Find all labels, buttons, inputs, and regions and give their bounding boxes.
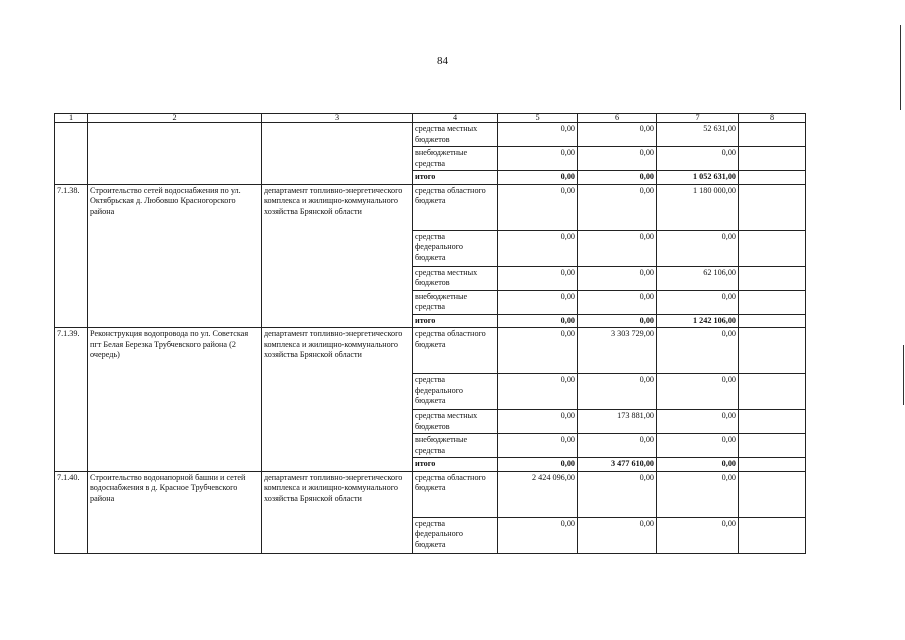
empty-col8 xyxy=(739,314,806,328)
col-header-6: 6 xyxy=(578,114,657,123)
amount-col7: 0,00 xyxy=(657,517,739,553)
col-header-7: 7 xyxy=(657,114,739,123)
amount-col5: 0,00 xyxy=(498,458,578,472)
scan-edge-mark xyxy=(900,25,901,110)
amount-col5: 0,00 xyxy=(498,147,578,171)
scan-edge-mark xyxy=(903,345,904,405)
empty-col8 xyxy=(739,171,806,185)
funding-source: средства федерального бюджета xyxy=(413,230,498,266)
amount-col5: 0,00 xyxy=(498,171,578,185)
empty-col8 xyxy=(739,410,806,434)
budget-table xyxy=(54,113,806,554)
amount-col6: 0,00 xyxy=(578,184,657,230)
amount-col7: 1 180 000,00 xyxy=(657,184,739,230)
empty-col8 xyxy=(739,328,806,374)
amount-col6: 0,00 xyxy=(578,471,657,517)
empty-col8 xyxy=(739,290,806,314)
item-number: 7.1.40. xyxy=(55,471,88,553)
col-header-3: 3 xyxy=(262,114,413,123)
funding-source: средства областного бюджета xyxy=(413,184,498,230)
amount-col6: 0,00 xyxy=(578,230,657,266)
amount-col5: 0,00 xyxy=(498,314,578,328)
amount-col6: 3 477 610,00 xyxy=(578,458,657,472)
empty-col8 xyxy=(739,230,806,266)
funding-source: внебюджетные средства xyxy=(413,147,498,171)
amount-col7: 0,00 xyxy=(657,374,739,410)
col-header-5: 5 xyxy=(498,114,578,123)
amount-col6: 0,00 xyxy=(578,374,657,410)
empty-col8 xyxy=(739,123,806,147)
table-row xyxy=(55,123,806,147)
funding-source: средства областного бюджета xyxy=(413,471,498,517)
funding-source: итого xyxy=(413,314,498,328)
amount-col5: 0,00 xyxy=(498,230,578,266)
table-row xyxy=(55,184,806,230)
item-name xyxy=(88,123,262,185)
amount-col7: 1 242 106,00 xyxy=(657,314,739,328)
funding-source: итого xyxy=(413,171,498,185)
item-executor: департамент топливно-энергетического комплекса и жилищно-коммунального хозяйства Брянской области xyxy=(262,184,413,328)
col-header-2: 2 xyxy=(88,114,262,123)
amount-col6: 173 881,00 xyxy=(578,410,657,434)
item-executor xyxy=(262,123,413,185)
amount-col5: 0,00 xyxy=(498,410,578,434)
page-number: 84 xyxy=(437,55,448,67)
empty-col8 xyxy=(739,374,806,410)
amount-col5: 0,00 xyxy=(498,328,578,374)
amount-col6: 0,00 xyxy=(578,314,657,328)
amount-col6: 0,00 xyxy=(578,290,657,314)
item-executor: департамент топливно-энергетического комплекса и жилищно-коммунального хозяйства Брянской области xyxy=(262,471,413,553)
amount-col5: 0,00 xyxy=(498,266,578,290)
amount-col7: 0,00 xyxy=(657,434,739,458)
amount-col5: 0,00 xyxy=(498,123,578,147)
amount-col7: 0,00 xyxy=(657,290,739,314)
amount-col5: 0,00 xyxy=(498,184,578,230)
empty-col8 xyxy=(739,184,806,230)
table-row xyxy=(55,471,806,517)
amount-col7: 0,00 xyxy=(657,458,739,472)
amount-col6: 0,00 xyxy=(578,171,657,185)
empty-col8 xyxy=(739,266,806,290)
amount-col6: 0,00 xyxy=(578,147,657,171)
amount-col6: 3 303 729,00 xyxy=(578,328,657,374)
empty-col8 xyxy=(739,517,806,553)
item-executor: департамент топливно-энергетического комплекса и жилищно-коммунального хозяйства Брянской области xyxy=(262,328,413,472)
amount-col7: 0,00 xyxy=(657,230,739,266)
amount-col5: 2 424 096,00 xyxy=(498,471,578,517)
col-header-8: 8 xyxy=(739,114,806,123)
item-number xyxy=(55,123,88,185)
empty-col8 xyxy=(739,434,806,458)
item-number: 7.1.39. xyxy=(55,328,88,472)
funding-source: итого xyxy=(413,458,498,472)
empty-col8 xyxy=(739,458,806,472)
empty-col8 xyxy=(739,147,806,171)
empty-col8 xyxy=(739,471,806,517)
funding-source: средства федерального бюджета xyxy=(413,374,498,410)
funding-source: средства федерального бюджета xyxy=(413,517,498,553)
amount-col5: 0,00 xyxy=(498,290,578,314)
item-name: Строительство сетей водоснабжения по ул. Октябрьская д. Любовшо Красногорского района xyxy=(88,184,262,328)
amount-col7: 0,00 xyxy=(657,410,739,434)
amount-col7: 52 631,00 xyxy=(657,123,739,147)
amount-col7: 1 052 631,00 xyxy=(657,171,739,185)
amount-col5: 0,00 xyxy=(498,517,578,553)
item-name: Реконструкция водопровода по ул. Советская пгт Белая Березка Трубчевского района (2 очередь) xyxy=(88,328,262,472)
funding-source: внебюджетные средства xyxy=(413,290,498,314)
table-row xyxy=(55,328,806,374)
funding-source: средства областного бюджета xyxy=(413,328,498,374)
amount-col7: 0,00 xyxy=(657,147,739,171)
col-header-1: 1 xyxy=(55,114,88,123)
amount-col6: 0,00 xyxy=(578,123,657,147)
amount-col6: 0,00 xyxy=(578,517,657,553)
amount-col5: 0,00 xyxy=(498,434,578,458)
amount-col7: 0,00 xyxy=(657,471,739,517)
funding-source: средства местных бюджетов xyxy=(413,266,498,290)
amount-col7: 62 106,00 xyxy=(657,266,739,290)
item-name: Строительство водонапорной башни и сетей водоснабжения в д. Красное Трубчевского района xyxy=(88,471,262,553)
amount-col5: 0,00 xyxy=(498,374,578,410)
amount-col6: 0,00 xyxy=(578,434,657,458)
funding-source: средства местных бюджетов xyxy=(413,410,498,434)
col-header-4: 4 xyxy=(413,114,498,123)
item-number: 7.1.38. xyxy=(55,184,88,328)
column-number-row xyxy=(55,114,806,123)
amount-col6: 0,00 xyxy=(578,266,657,290)
amount-col7: 0,00 xyxy=(657,328,739,374)
funding-source: средства местных бюджетов xyxy=(413,123,498,147)
funding-source: внебюджетные средства xyxy=(413,434,498,458)
